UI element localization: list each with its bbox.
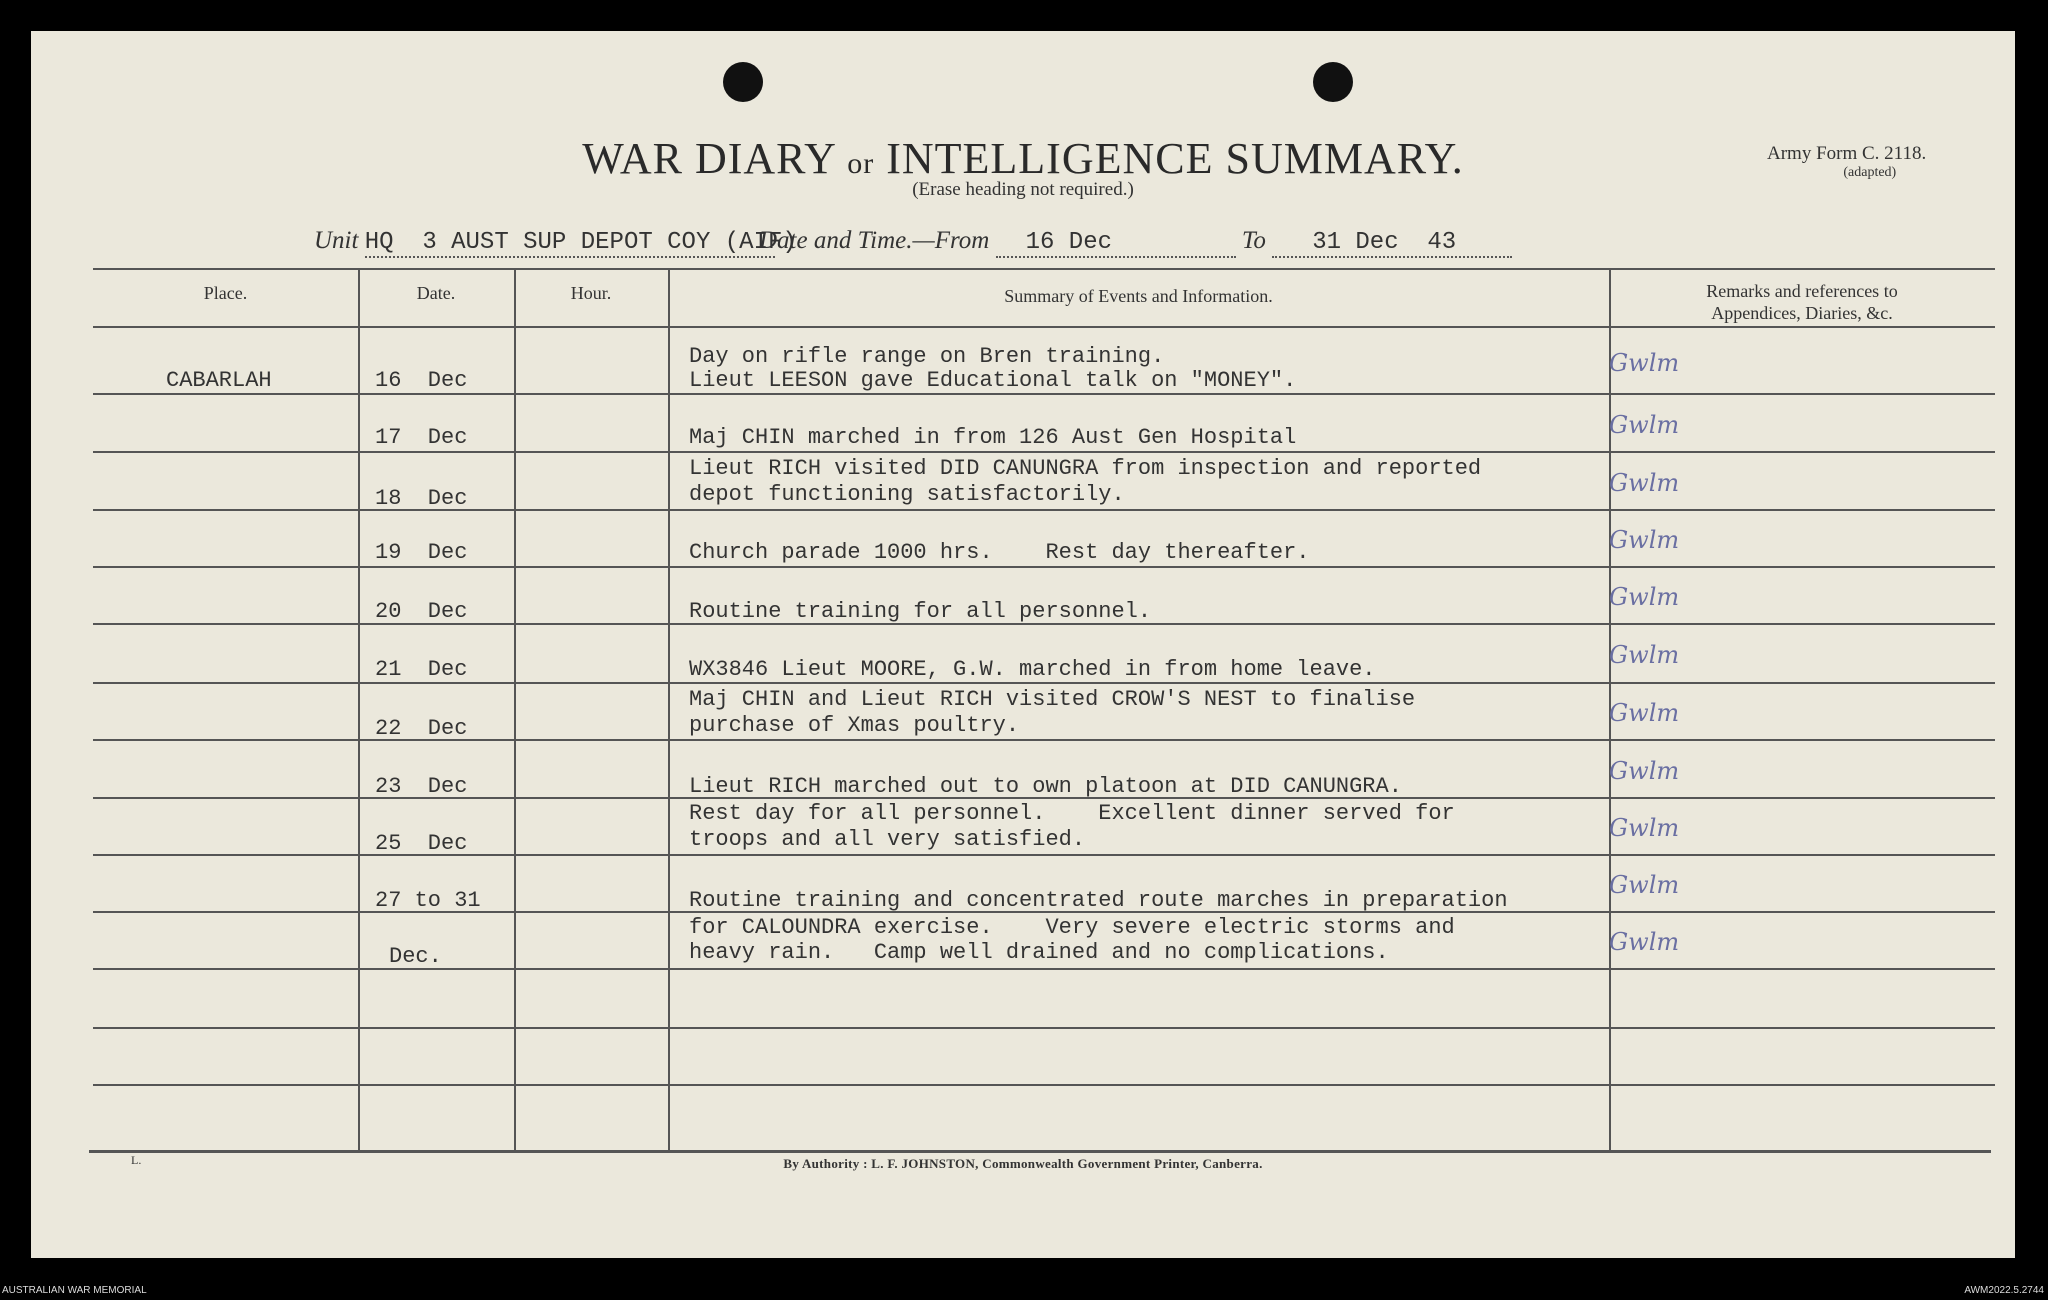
archive-credit: AUSTRALIAN WAR MEMORIAL: [2, 1285, 147, 1296]
title-war-diary: WAR DIARY: [582, 134, 836, 183]
entry-date: 17 Dec: [375, 425, 468, 450]
initials-signature: Gwlm: [1609, 469, 1680, 497]
row-rule: [93, 1027, 1995, 1029]
entry-date: 16 Dec: [375, 368, 468, 393]
col-rule-date: [514, 268, 516, 1150]
printer-authority: By Authority : L. F. JOHNSTON, Commonwealth Government Printer, Canberra.: [783, 1156, 1263, 1171]
entry-date: 21 Dec: [375, 657, 468, 682]
row-rule: [93, 566, 1995, 568]
entry-place: CABARLAH: [166, 368, 272, 393]
initials-signature: Gwlm: [1609, 757, 1680, 785]
summary-line: Church parade 1000 hrs. Rest day thereafter.: [689, 540, 1310, 565]
header-hour: Hour.: [570, 283, 612, 303]
entry-date: 20 Dec: [375, 599, 468, 624]
row-rule: [93, 451, 1995, 453]
archive-id: AWM2022.5.2744: [1964, 1285, 2044, 1296]
army-form-number: [1767, 143, 1926, 181]
initials-signature: Gwlm: [1609, 583, 1680, 611]
initials-signature: Gwlm: [1609, 699, 1680, 727]
footer-mark: L.: [131, 1153, 142, 1167]
initials-signature: Gwlm: [1609, 641, 1680, 669]
form-subtitle: (Erase heading not required.): [912, 179, 1134, 200]
date-time-line: [759, 227, 1512, 258]
summary-line: Routine training and concentrated route marches in preparation: [689, 888, 1508, 913]
entry-date: 18 Dec: [375, 486, 468, 511]
col-rule-hour: [668, 268, 670, 1150]
summary-line: Lieut LEESON gave Educational talk on "MONEY".: [689, 368, 1297, 393]
adapted-note: (adapted): [1843, 165, 1897, 180]
entry-date: 22 Dec: [375, 716, 468, 741]
summary-line: Lieut RICH visited DID CANUNGRA from inspection and reported: [689, 456, 1482, 481]
summary-line: Day on rifle range on Bren training.: [689, 344, 1165, 369]
initials-signature: Gwlm: [1609, 526, 1680, 554]
row-rule: [93, 1084, 1995, 1086]
punch-hole-left: [723, 62, 763, 102]
header-remarks-line2: Appendices, Diaries, &c.: [1711, 303, 1893, 323]
header-remarks-line1: Remarks and references to: [1706, 281, 1898, 301]
entry-date: 19 Dec: [375, 540, 468, 565]
header-summary: Summary of Events and Information.: [1004, 286, 1273, 306]
unit-value: HQ 3 AUST SUP DEPOT COY (AIF): [364, 229, 797, 256]
unit-line: [314, 227, 797, 258]
unit-label: Unit: [314, 227, 359, 254]
title-intelligence-summary: INTELLIGENCE SUMMARY.: [886, 134, 1464, 183]
summary-line: depot functioning satisfactorily.: [689, 482, 1125, 507]
summary-line: Maj CHIN marched in from 126 Aust Gen Hospital: [689, 425, 1297, 450]
initials-signature: Gwlm: [1609, 349, 1680, 377]
title-or: or: [847, 147, 875, 180]
header-remarks: [1609, 280, 1995, 324]
punch-hole-right: [1313, 62, 1353, 102]
initials-signature: Gwlm: [1609, 928, 1680, 956]
entry-date: 23 Dec: [375, 774, 468, 799]
summary-line: Lieut RICH marched out to own platoon at DID CANUNGRA.: [689, 774, 1402, 799]
initials-signature: Gwlm: [1609, 411, 1680, 439]
header-place: Place.: [203, 283, 248, 303]
summary-line: Routine training for all personnel.: [689, 599, 1152, 624]
entry-date: 25 Dec: [375, 831, 468, 856]
col-rule-place: [358, 268, 360, 1150]
date-to-value: 31 Dec 43: [1272, 229, 1512, 258]
entry-date: Dec.: [389, 944, 442, 969]
date-to-label: To: [1241, 227, 1266, 254]
table-bottom-rule: [89, 1150, 1991, 1153]
row-rule: [93, 326, 1995, 328]
form-sheet: [31, 31, 2015, 1258]
row-rule: [93, 968, 1995, 970]
table-top-rule: [93, 268, 1995, 270]
summary-line: WX3846 Lieut MOORE, G.W. marched in from home leave.: [689, 657, 1376, 682]
summary-line: Maj CHIN and Lieut RICH visited CROW'S NEST to finalise: [689, 687, 1416, 712]
entry-date: 27 to 31: [375, 888, 481, 913]
summary-line: troops and all very satisfied.: [689, 827, 1086, 852]
summary-line: purchase of Xmas poultry.: [689, 713, 1020, 738]
summary-line: Rest day for all personnel. Excellent dinner served for: [689, 801, 1455, 826]
summary-line: heavy rain. Camp well drained and no complications.: [689, 940, 1389, 965]
army-form-label: Army Form C. 2118.: [1767, 143, 1927, 164]
date-time-label: Date and Time.—From: [759, 227, 990, 254]
initials-signature: Gwlm: [1609, 814, 1680, 842]
header-date: Date.: [416, 283, 456, 303]
summary-line: for CALOUNDRA exercise. Very severe electric storms and: [689, 915, 1455, 940]
date-from-value: 16 Dec: [996, 229, 1236, 258]
initials-signature: Gwlm: [1609, 871, 1680, 899]
form-title: [31, 133, 2015, 184]
